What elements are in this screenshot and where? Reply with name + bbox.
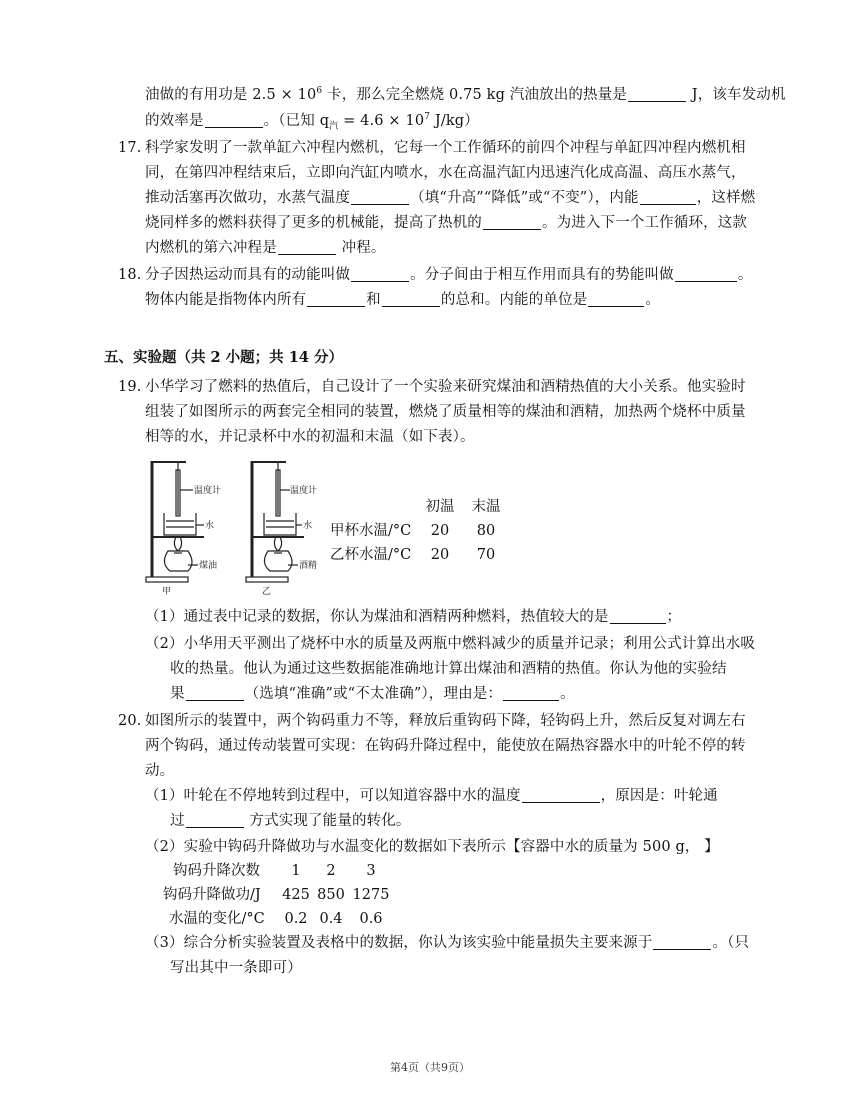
yi-label: 乙 [262, 587, 272, 595]
answer-blank[interactable] [675, 266, 737, 282]
q19-number: 19. [118, 379, 142, 395]
answer-blank[interactable] [382, 291, 440, 307]
q19-temperature-table [330, 495, 530, 575]
answer-blank[interactable] [640, 189, 696, 205]
q19-sub-2-line-2: 收的热量。他认为通过这些数据能准确地计算出煤油和酒精的热值。你认为他的实验结 [170, 661, 727, 677]
answer-blank[interactable] [307, 291, 365, 307]
table-cell: 3 [366, 863, 376, 879]
q20-sub-2: （2）实验中钩码升降做功与水温变化的数据如下表所示【容器中水的质量为 500 g， 】 [145, 839, 719, 855]
answer-blank[interactable] [351, 266, 409, 282]
q20-work-table [163, 859, 423, 931]
answer-blank[interactable] [588, 291, 644, 307]
q20-line-1: 如图所示的装置中，两个钩码重力不等，释放后重钩码下降，轻钩码上升，然后反复对调左右 [145, 713, 746, 729]
table-row-label: 乙杯水温/°C [330, 547, 412, 563]
q16-line-1: 油做的有用功是 $2.5 \times 10^6$ 卡，那么完全燃烧 0.75 kg 汽油放出的热量是 J，该车发动机 [145, 86, 786, 103]
water-label-right: 水 [303, 521, 313, 531]
q19-line-3: 相等的水，并记录杯中水的初温和末温（如下表）。 [145, 429, 475, 445]
answer-blank[interactable] [628, 86, 686, 102]
kerosene-label: 煤油 [199, 561, 218, 571]
q18-line-1: 分子因热运动而具有的动能叫做 。分子间由于相互作用而具有的势能叫做 。 [145, 267, 753, 283]
table-cell: 1275 [352, 887, 390, 903]
table-cell: 20 [430, 547, 450, 563]
q17-number: 17. [118, 140, 142, 156]
answer-blank[interactable] [483, 214, 541, 230]
jia-label: 甲 [162, 587, 172, 595]
q19-sub-2-line-1: （2）小华用天平测出了烧杯中水的质量及两瓶中燃料减少的质量并记录；利用公式计算出水吸 [145, 636, 756, 652]
table-cell: 0.6 [359, 911, 383, 927]
q20-sub-1-line-2: 过 方式实现了能量的转化。 [170, 813, 411, 829]
table-cell: 1 [291, 863, 301, 879]
q19-line-1: 小华学习了燃料的热值后，自己设计了一个实验来研究煤油和酒精热值的大小关系。他实验时 [145, 379, 746, 395]
q19-line-2: 组装了如图所示的两套完全相同的装置，燃烧了质量相等的煤油和酒精，加热两个烧杯中质量 [145, 404, 746, 420]
section-title: 五、实验题（共 2 小题；共 14 分） [104, 349, 343, 366]
water-label-left: 水 [205, 521, 215, 531]
q18-line-2: 物体内能是指物体内所有 和 的总和。内能的单位是 。 [145, 292, 660, 308]
table-cell: 70 [476, 547, 496, 563]
table-cell: 80 [476, 523, 496, 539]
table-cell: 0.4 [319, 911, 343, 927]
answer-blank[interactable] [186, 812, 244, 828]
answer-blank[interactable] [610, 608, 666, 624]
table-header: 末温 [471, 499, 501, 515]
table-cell: 20 [430, 523, 450, 539]
q20-number: 20. [118, 713, 142, 729]
table-row-label: 钩码升降做功/J [163, 887, 261, 903]
q17-line-3: 推动活塞再次做功，水蒸气温度 （填“升高”“降低”或“不变”），内能 ，这样燃 [145, 190, 756, 206]
q20-line-2: 两个钩码，通过传动装置可实现：在钩码升降过程中，能使放在隔热容器水中的叶轮不停的转 [145, 738, 746, 754]
table-cell: 2 [326, 863, 336, 879]
burner-apparatus-figure [138, 455, 338, 595]
table-header: 初温 [425, 499, 455, 515]
page-footer: 第4页（共9页） [390, 1061, 470, 1074]
thermometer-label-left: 温度计 [194, 486, 222, 496]
q19-sub-1: （1）通过表中记录的数据，你认为煤油和酒精两种燃料，热值较大的是 ； [145, 609, 682, 625]
q17-line-4: 烧同样多的燃料获得了更多的机械能，提高了热机的 。为进入下一个工作循环，这款 [145, 215, 748, 231]
answer-blank[interactable] [653, 934, 711, 950]
q20-sub-3-line-1: （3）综合分析实验装置及表格中的数据，你认为该实验中能量损失主要来源于 。（只 [145, 935, 750, 951]
answer-blank[interactable] [186, 685, 244, 701]
table-row-label: 甲杯水温/°C [330, 523, 412, 539]
answer-blank[interactable] [503, 685, 559, 701]
table-row-label: 钩码升降次数 [173, 863, 260, 879]
q16-line-2: 的效率是 。（已知 $q_汽 = 4.6 \times 10^7$ J/kg） [145, 112, 479, 132]
table-row-label: 水温的变化/°C [169, 911, 265, 927]
q17-line-1: 科学家发明了一款单缸六冲程内燃机，它每一个工作循环的前四个冲程与单缸四冲程内燃机相 [145, 140, 746, 156]
q18-number: 18. [118, 267, 142, 283]
answer-blank[interactable] [278, 239, 336, 255]
answer-blank[interactable] [351, 189, 409, 205]
answer-blank[interactable] [522, 787, 600, 803]
q19-sub-2-line-3: 果 （选填“准确”或“不太准确”），理由是： 。 [170, 686, 575, 702]
q20-sub-3-line-2: 写出其中一条即可） [170, 960, 302, 976]
table-cell: 850 [317, 887, 345, 903]
q17-line-5: 内燃机的第六冲程是 冲程。 [145, 240, 386, 256]
thermometer-label-right: 温度计 [290, 486, 318, 496]
answer-blank[interactable] [205, 112, 263, 128]
q20-line-3: 动。 [145, 763, 175, 779]
q17-line-2: 同，在第四冲程结束后，立即向汽缸内喷水，水在高温汽缸内迅速汽化成高温、高压水蒸气， [145, 165, 746, 181]
alcohol-label: 酒精 [299, 561, 318, 571]
table-cell: 0.2 [284, 911, 308, 927]
q20-sub-1-line-1: （1）叶轮在不停地转到过程中，可以知道容器中水的温度 ，原因是：叶轮通 [145, 788, 718, 804]
table-cell: 425 [282, 887, 310, 903]
